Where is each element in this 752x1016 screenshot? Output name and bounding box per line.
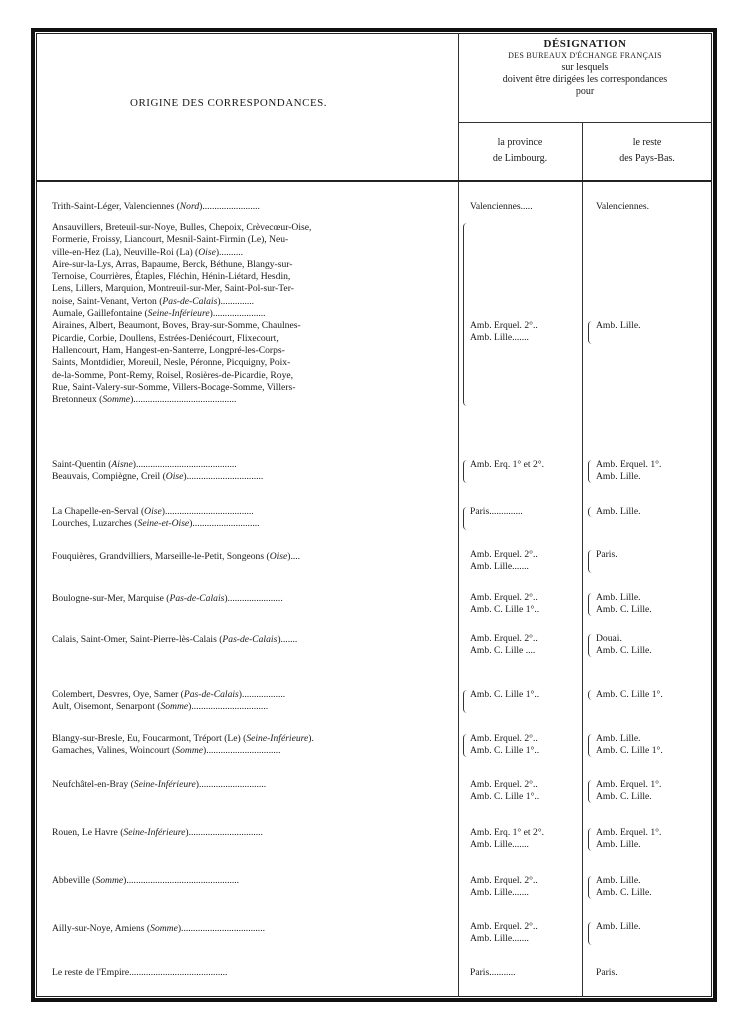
origin-cell (52, 551, 454, 563)
origin-line: Aumale, Gaillefontaine (Seine-Inférieure)...................... (52, 308, 266, 320)
origin-cell (52, 923, 454, 935)
origin-line: Lourches, Luzarches (Seine-et-Oise)............................ (52, 518, 260, 530)
origin-line: Saints, Montdidier, Moreuil, Nesle, Péronne, Picquigny, Poix- (52, 357, 291, 369)
paysbas-line: Valenciennes. (596, 201, 650, 212)
group-brace (588, 734, 594, 757)
origin-line: Ailly-sur-Noye, Amiens (Somme)................................... (52, 923, 265, 934)
limbourg-line: Amb. Erquel. 2°.. (470, 592, 538, 603)
header-divider (36, 180, 712, 182)
origin-line: Saint-Quentin (Aisne).......................................... (52, 459, 237, 470)
column-divider-1 (458, 33, 459, 997)
limbourg-line: Amb. Lille....... (470, 332, 529, 344)
group-brace (588, 321, 594, 344)
origin-line: de-la-Somme, Pont-Remy, Roisel, Rosières-de-Picardie, Roye, (52, 369, 294, 381)
origin-title: ORIGINE DES CORRESPONDANCES. (130, 97, 328, 109)
origin-line: Le reste de l'Empire......................................... (52, 967, 228, 978)
group-brace (588, 634, 594, 657)
paysbas-line: Douai. (596, 633, 622, 644)
limbourg-line: Amb. Erq. 1° et 2°. (470, 827, 545, 838)
limbourg-cell (470, 689, 580, 701)
paysbas-cell (596, 827, 708, 852)
paysbas-line: Amb. Lille. (596, 839, 641, 851)
paysbas-line: Amb. Lille. (596, 471, 641, 483)
limbourg-line: Amb. Erquel. 2°.. (470, 875, 538, 886)
col1-line2: de Limbourg. (492, 153, 548, 164)
origin-line: Ternoise, Courrières, Étaples, Fléchin, Hénin-Liétard, Hesdin, (52, 271, 291, 283)
origin-cell (52, 967, 454, 979)
limbourg-cell (470, 549, 580, 574)
paysbas-line: Amb. Erquel. 1°. (596, 779, 662, 790)
col-limbourg-header (458, 137, 582, 165)
paysbas-cell (596, 779, 708, 804)
group-brace (463, 690, 469, 713)
limbourg-line: Amb. Erquel. 2°.. (470, 633, 538, 644)
origin-cell (52, 779, 454, 791)
origin-cell (52, 689, 454, 714)
origin-cell (52, 222, 454, 406)
origin-line: Neufchâtel-en-Bray (Seine-Inférieure)............................ (52, 779, 267, 790)
limbourg-line: Amb. Lille....... (470, 839, 529, 851)
paysbas-cell (596, 633, 708, 658)
origin-cell (52, 201, 454, 213)
origin-line: noise, Saint-Venant, Verton (Pas-de-Calais).............. (52, 295, 255, 307)
limbourg-line: Amb. Erquel. 2°.. (470, 733, 538, 744)
paysbas-cell (596, 592, 708, 617)
group-brace (588, 593, 594, 616)
limbourg-line: Amb. Erquel. 2°.. (470, 549, 538, 560)
limbourg-line: Amb. C. Lille 1°.. (470, 689, 540, 700)
paysbas-cell (596, 733, 708, 758)
group-brace (588, 922, 594, 945)
origin-line: Beauvais, Compiègne, Creil (Oise)................................ (52, 471, 264, 483)
limbourg-line: Amb. Erq. 1° et 2°. (470, 459, 545, 470)
designation-sub3: doivent être dirigées les correspondances (502, 74, 668, 85)
origin-line: Ault, Oisemont, Senarpont (Somme)................................ (52, 701, 269, 713)
limbourg-line: Amb. C. Lille .... (470, 645, 536, 657)
limbourg-cell (470, 733, 580, 758)
paysbas-cell (596, 201, 708, 213)
paysbas-line: Amb. C. Lille. (596, 791, 652, 803)
limbourg-cell (470, 967, 580, 979)
origin-line: Calais, Saint-Omer, Saint-Pierre-lès-Calais (Pas-de-Calais)....... (52, 634, 298, 645)
group-brace (588, 460, 594, 483)
col2-line1: le reste (632, 137, 662, 148)
limbourg-cell (470, 779, 580, 804)
column-divider-2 (582, 122, 583, 997)
subheader-divider (458, 122, 712, 123)
limbourg-line: Amb. C. Lille 1°.. (470, 604, 540, 616)
group-brace (588, 507, 594, 517)
paysbas-cell (596, 967, 708, 979)
paysbas-cell (596, 320, 708, 332)
origin-cell (52, 875, 454, 887)
paysbas-line: Amb. Lille. (596, 733, 641, 744)
paysbas-cell (596, 921, 708, 933)
designation-sub2: sur lesquels (561, 62, 609, 73)
group-brace (588, 780, 594, 803)
origin-line: Colembert, Desvres, Oye, Samer (Pas-de-Calais).................. (52, 689, 286, 700)
paysbas-line: Amb. Erquel. 1°. (596, 459, 662, 470)
group-brace (588, 690, 594, 700)
limbourg-line: Valenciennes..... (470, 201, 533, 212)
col-paysbas-header (582, 137, 712, 165)
limbourg-line: Amb. Lille....... (470, 887, 529, 899)
origin-line: Hallencourt, Ham, Hangest-en-Santerre, Longpré-les-Corps- (52, 344, 285, 356)
origin-line: Formerie, Froissy, Liancourt, Mesnil-Saint-Firmin (Le), Neu- (52, 234, 289, 246)
limbourg-cell (470, 459, 580, 471)
group-brace (463, 223, 469, 406)
limbourg-line: Amb. C. Lille 1°.. (470, 791, 540, 803)
limbourg-line: Amb. Erquel. 2°.. (470, 779, 538, 790)
paysbas-cell (596, 506, 708, 518)
origin-line: Abbeville (Somme)............................................... (52, 875, 240, 886)
paysbas-cell (596, 689, 708, 701)
paysbas-line: Amb. C. Lille 1°. (596, 745, 663, 757)
origin-line: Airaines, Albert, Beaumont, Boves, Bray-sur-Somme, Chaulnes- (52, 320, 301, 332)
origin-cell (52, 733, 454, 758)
origin-line: ville-en-Hez (La), Neuville-Roi (La) (Oise).......... (52, 246, 244, 258)
paysbas-cell (596, 549, 708, 561)
origin-line: Boulogne-sur-Mer, Marquise (Pas-de-Calais)....................... (52, 593, 283, 604)
group-brace (588, 550, 594, 573)
group-brace (463, 507, 469, 530)
paysbas-line: Amb. Erquel. 1°. (596, 827, 662, 838)
paysbas-line: Amb. C. Lille. (596, 604, 652, 616)
paysbas-line: Amb. Lille. (596, 921, 641, 932)
origin-cell (52, 634, 454, 646)
paysbas-line: Amb. Lille. (596, 875, 641, 886)
origin-line: Blangy-sur-Bresle, Eu, Foucarmont, Tréport (Le) (Seine-Inférieure). (52, 733, 314, 744)
group-brace (588, 828, 594, 851)
limbourg-cell (470, 875, 580, 900)
limbourg-line: Amb. Lille....... (470, 561, 529, 573)
paysbas-line: Amb. Lille. (596, 592, 641, 603)
origin-cell (52, 593, 454, 605)
paysbas-line: Amb. Lille. (596, 320, 641, 331)
group-brace (463, 734, 469, 757)
origin-cell (52, 459, 454, 484)
group-brace (463, 460, 469, 483)
paysbas-line: Amb. C. Lille. (596, 887, 652, 899)
col2-line2: des Pays-Bas. (619, 153, 675, 164)
designation-title: DÉSIGNATION (543, 38, 627, 50)
paysbas-line: Paris. (596, 549, 618, 560)
paysbas-line: Paris. (596, 967, 618, 978)
paysbas-cell (596, 875, 708, 900)
paysbas-line: Amb. C. Lille. (596, 645, 652, 657)
paysbas-line: Amb. C. Lille 1°. (596, 689, 663, 700)
limbourg-cell (470, 201, 580, 213)
limbourg-cell (470, 592, 580, 617)
origin-line: Ansauvillers, Breteuil-sur-Noye, Bulles, Chepoix, Crèvecœur-Oise, (52, 222, 312, 233)
origin-line: La Chapelle-en-Serval (Oise)..................................... (52, 506, 254, 517)
limbourg-line: Amb. Erquel. 2°.. (470, 320, 538, 331)
designation-sub4: pour (575, 86, 595, 97)
limbourg-cell (470, 320, 580, 345)
origin-line: Bretonneux (Somme)........................................... (52, 394, 237, 406)
paysbas-cell (596, 459, 708, 484)
origin-line: Gamaches, Valines, Woincourt (Somme)............................... (52, 745, 281, 757)
origin-line: Rouen, Le Havre (Seine-Inférieure)............................... (52, 827, 263, 838)
limbourg-cell (470, 827, 580, 852)
limbourg-line: Amb. Erquel. 2°.. (470, 921, 538, 932)
origin-line: Aire-sur-la-Lys, Arras, Bapaume, Berck, Béthune, Blangy-sur- (52, 258, 293, 270)
designation-sub1: DES BUREAUX D'ÉCHANGE FRANÇAIS (508, 51, 662, 60)
limbourg-line: Amb. C. Lille 1°.. (470, 745, 540, 757)
origin-cell (52, 506, 454, 531)
paysbas-line: Amb. Lille. (596, 506, 641, 517)
limbourg-line: Paris........... (470, 967, 516, 978)
designation-header (458, 38, 712, 98)
limbourg-line: Amb. Lille....... (470, 933, 529, 945)
limbourg-cell (470, 633, 580, 658)
origin-line: Fouquières, Grandvilliers, Marseille-le-Petit, Songeons (Oise).... (52, 551, 301, 562)
origin-cell (52, 827, 454, 839)
limbourg-line: Paris.............. (470, 506, 523, 517)
origin-line: Picardie, Corbie, Doullens, Estrées-Deniécourt, Flixecourt, (52, 332, 279, 344)
limbourg-cell (470, 506, 580, 518)
origin-line: Rue, Saint-Valery-sur-Somme, Villers-Bocage-Somme, Villers- (52, 381, 296, 393)
limbourg-cell (470, 921, 580, 946)
group-brace (588, 876, 594, 899)
origin-line: Lens, Lillers, Marquion, Montreuil-sur-Mer, Saint-Pol-sur-Ter- (52, 283, 294, 295)
origin-line: Trith-Saint-Léger, Valenciennes (Nord)........................ (52, 201, 260, 212)
col1-line1: la province (497, 137, 543, 148)
